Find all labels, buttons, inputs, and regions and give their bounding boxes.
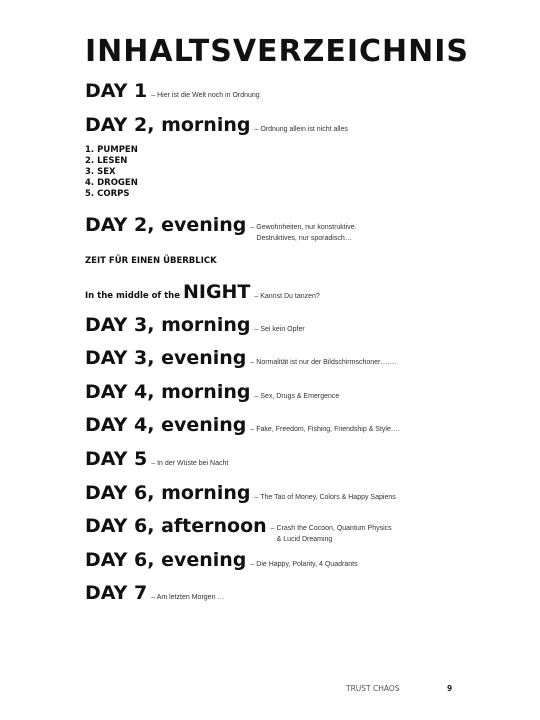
entry-heading: DAY 3, morning [85,314,251,336]
entry-description: – Hier ist die Welt noch in Ordnung [151,92,260,99]
entry-heading: DAY 2, morning [85,114,251,136]
entry-heading: DAY 3, evening [85,347,247,369]
entry-heading: DAY 5 [85,448,148,470]
entry-description [250,222,356,244]
toc-entry-day6-afternoon [85,515,392,545]
toc-entry-day2-morning [85,114,348,136]
entry-description-line: Destruktives, nur sporadisch… [256,235,352,242]
entry-description: – Sei kein Opfer [254,326,305,333]
toc-entry-day4-morning [85,381,339,403]
entry-description [271,523,392,545]
entry-heading: DAY 6, morning [85,482,251,504]
toc-entry-day1 [85,80,260,102]
list-item: 2. LESEN [85,156,128,166]
entry-description: – Ordnung allein ist nicht alles [254,126,348,133]
section-heading: ZEIT FÜR EINEN ÜBERBLICK [85,256,217,266]
entry-heading: DAY 2, evening [85,214,247,236]
entry-description-line: – Crash the Cocoon, Quantum Physics [270,525,392,532]
toc-entry-day7 [85,582,224,604]
entry-description: – Die Happy, Polarity, 4 Quadrants [250,561,358,568]
list-item: 4. DROGEN [85,178,138,188]
entry-description: – The Tao of Money, Colors & Happy Sapiens [254,494,396,501]
entry-description-line: – Gewohnheiten, nur konstruktive. [250,224,357,231]
toc-entry-day6-morning [85,482,396,504]
entry-heading: DAY 4, morning [85,381,251,403]
entry-heading: DAY 6, evening [85,549,247,571]
footer-page-number: 9 [447,684,453,693]
toc-entry-day3-morning [85,314,305,336]
entry-description: – Fake, Freedom, Fishing, Friendship & Style…. [250,426,400,433]
entry-heading: DAY 7 [85,582,148,604]
entry-description: – Normalität ist nur der Bildschirmschoner……. [250,359,397,366]
entry-heading: NIGHT [182,281,251,303]
entry-heading: DAY 4, evening [85,414,247,436]
entry-description: – In der Wüste bei Nacht [151,460,229,467]
entry-description: – Kannst Du tanzen? [254,293,320,300]
list-item: 3. SEX [85,167,116,177]
entry-prefix: In the middle of the [85,291,180,301]
entry-description: – Am letzten Morgen … [151,594,225,601]
entry-heading: DAY 1 [85,80,148,102]
entry-description-line: & Lucid Dreaming [276,536,333,543]
toc-entry-night [85,281,320,303]
sub-list [85,145,138,200]
page-title: INHALTSVERZEICHNIS [85,34,470,69]
toc-entry-day3-evening [85,347,396,369]
list-item: 1. PUMPEN [85,145,138,155]
list-item: 5. CORPS [85,189,130,199]
footer-book-title: TRUST CHAOS [346,684,400,693]
entry-heading: DAY 6, afternoon [85,515,267,537]
toc-entry-day6-evening [85,549,358,571]
toc-entry-day5 [85,448,228,470]
entry-description: – Sex, Drugs & Emergence [254,393,340,400]
toc-entry-day2-evening [85,214,357,244]
toc-entry-day4-evening [85,414,400,436]
